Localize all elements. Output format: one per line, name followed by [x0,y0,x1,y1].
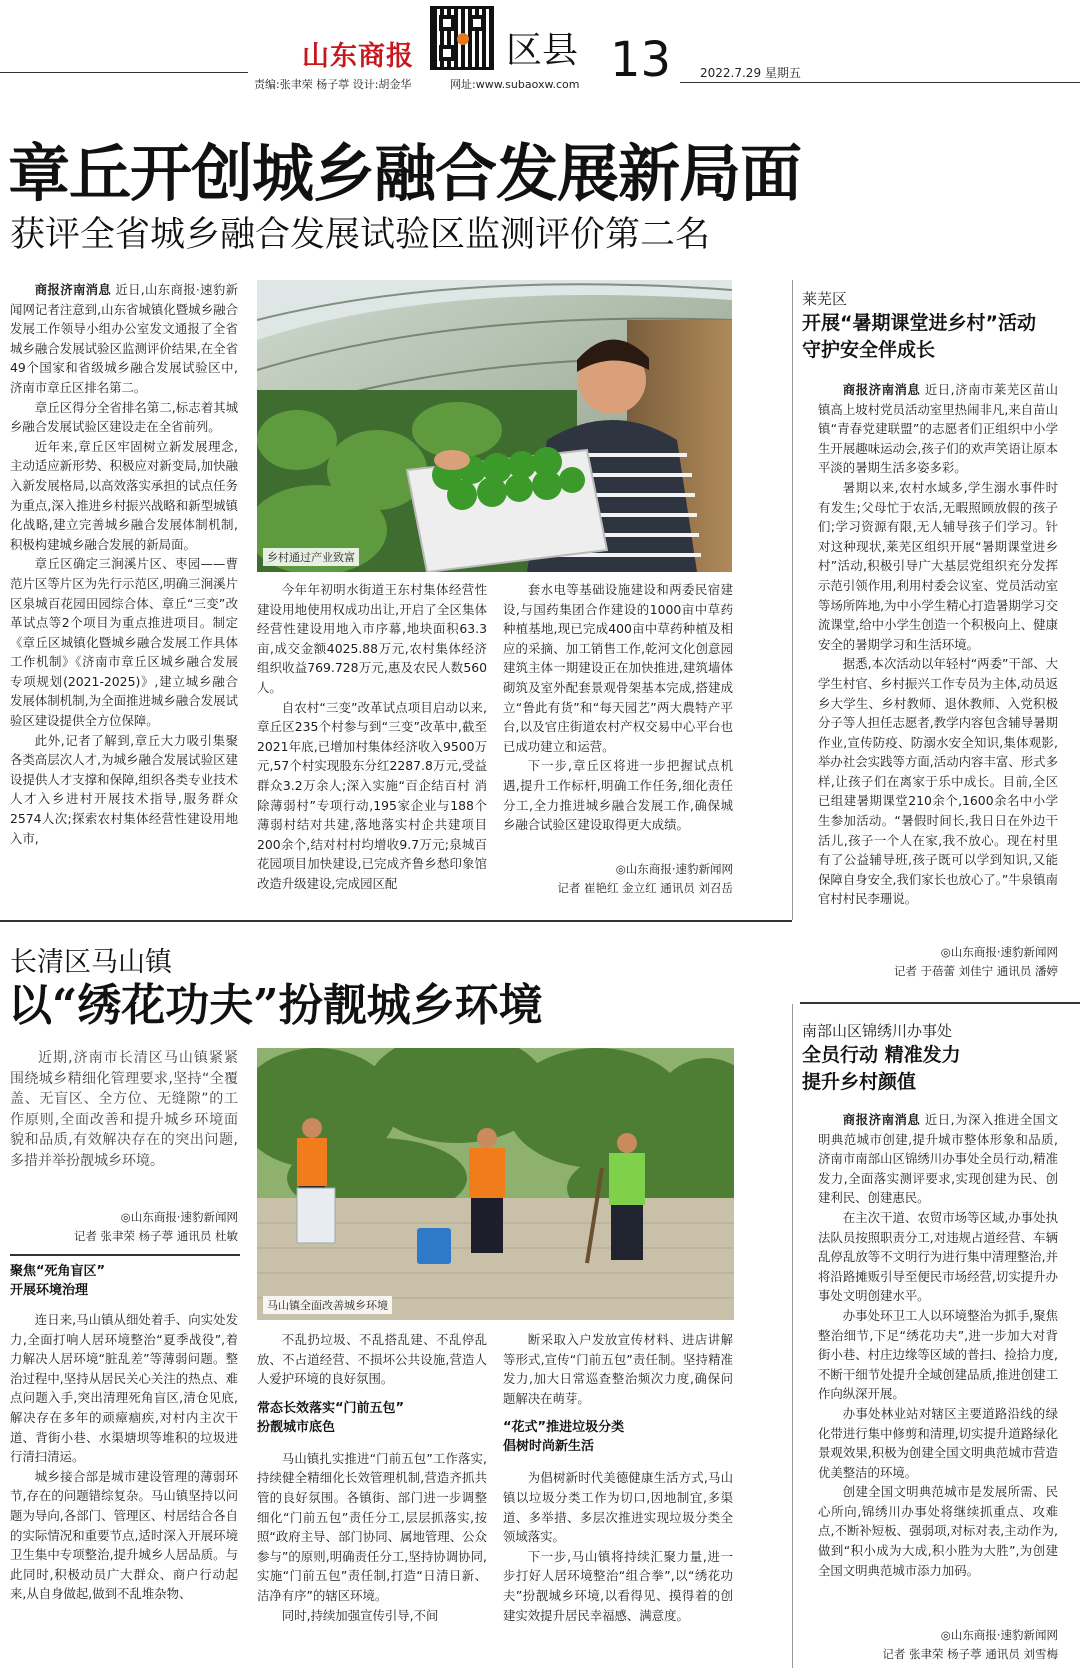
mashan-col-1: 聚焦“死角盲区” 开展环境治理 连日来,马山镇从细处着手、向实处发力,全面打响人居环境整治“夏季战役”,着力解决人居环境“脏乱差”等薄弱问题。整治过程中,坚持从居民关心关注的热点、难点问题入手,突出清理死角盲区,清仓见底,解决存在多年的顽瘴痼疾,对村内主次干道、背街小巷、水渠塘坝等堆积的垃圾进行清扫清运。 城乡接合部是城市建设管理的薄弱环节,存在的问题错综复杂。马山镇坚持以问题为导向,各部门、管理区、村居结合各自的实际情况和重要节点,适时深入开展环境卫生集中专项整治,提升城乡人居品质。与此同时,积极动员广大群众、商户行动起来,从自身做起,做到不乱堆杂物、 [10,1264,238,1602]
sub1-title-2: 开展环境治理 [10,1283,89,1298]
mashan-col-3: 断采取入户发放宣传材料、进店讲解等形式,宣传“门前五包”责任制。坚持精准发力,加大日常巡查整治频次力度,确保问题解决在萌芽。 “花式”推进垃圾分类 倡树时尚新生活 为倡树新时代美德健康生活方式,马山镇以垃圾分类工作为切口,因地制宜,多渠道、多举措、多层次推进实现垃圾分类全领域落实。 下一步,马山镇将持续汇聚力量,进一步打好人居环境整治“组合拳”,以“绣花功夫”扮靓城乡环境,以看得见、摸得着的创建实效提升居民幸福感、满意度。 [503,1332,733,1623]
laiwu-title-2: 守护安全伴成长 [802,339,936,361]
mashan-photo [257,1048,734,1320]
sub1-title-1: 聚焦“死角盲区” [10,1264,106,1279]
page-number: 13 [610,32,672,88]
laiwu-body: 商报济南消息 近日,济南市莱芜区苗山镇高上坡村党员活动室里热闹非凡,来自苗山镇“青春党建联盟”的志愿者们正组织中小学生开展趣味运动会,孩子们的欢声笑语让原本平淡的暑期生活多姿多彩。 暑期以来,农村水域多,学生溺水事件时有发生;父母忙于农活,无暇照顾放假的孩子们;学习资源有限,无人辅导孩子们学习。针对这种现状,莱芜区组织开展“暑期课堂进乡村”活动,积极引导广大基层党组织充分发挥示范引领作用,利用村委会议室、党员活动室等场所阵地,为中小学生精心打造暑期学习交流课堂,给中小学生创造一个积极向上、健康安全的暑期学习和生活环境。 据悉,本次活动以年轻村“两委”干部、大学生村官、乡村振兴工作专员为主体,动员返乡大学生、乡村教师、退休教师、入党积极分子等人担任志愿者,教学内容包含辅导暑期作业,宣传防疫、防溺水安全知识,集体观影,举办社会实践等方面,活动内容丰富、形式多样,让孩子们在离家于乐中成长。目前,全区已组建暑期课堂210余个,1600余名中小学生参加活动。“暑假时间长,我日日在外边干活儿,孩子一个人在家,我不放心。现在村里有了公益辅导班,孩子既可以学到知识,又能保障自身安全,我们家长也放心了。”牛泉镇南官村村民李珊说。 [818,382,1058,907]
main-reporters: 记者 崔艳红 金立红 通讯员 刘召岳 [557,881,733,895]
mashan-headline: 以“绣花功夫”扮靓城乡环境 [8,980,543,1031]
sub3-title-2: 倡树时尚新生活 [503,1439,595,1455]
editor-line: 责编:张聿荣 杨子葶 设计:胡金华 [254,78,412,91]
sub2-title-1: 常态长效落实“门前五包” [257,1400,405,1416]
main-col-1: 商报济南消息 近日,山东商报·速豹新闻网记者注意到,山东省城镇化暨城乡融合发展工作领导小组办公室发文通报了全省城乡融合发展试验区监测评价结果,在全省49个国家和省级城乡融合发展试验区中,济南市章丘区排名第二。 章丘区得分全省排名第二,标志着其城乡融合发展试验区建设走在全省前列。 近年来,章丘区牢固树立新发展理念,主动适应新形势、积极应对新变局,加快融入新发展格局,以高效落实承担的试点任务为重点,深入推进乡村振兴战略和新型城镇化战略,建立完善城乡融合发展体制机制,积极构建城乡融合发展的新局面。 章丘区确定三涧溪片区、枣园——曹范片区等片区为先行示范区,明确三涧溪片区泉城百花园田园综合体、章丘“三变”改革试点等2个项目为重点推进项目。制定《章丘区城镇化暨城乡融合发展工作具体工作机制》《济南市章丘区城乡融合发展专项规划(2021-2025)》,建立城乡融合发展体制机制,为全面推进城乡融合发展试验区建设提供全方位保障。 此外,记者了解到,章丘大力吸引集聚各类高层次人才,为城乡融合发展试验区建设提供人才支撑和保障,组织各类专业技术人才入乡进村开展技术指导,服务群众2574人次;探索农村集体经营性建设用地入市, [10,282,238,846]
section-rule [0,920,792,922]
section-rule-right [800,1002,1080,1004]
main-col-3: 套水电等基础设施建设和两委民宿建设,与国药集团合作建设的1000亩中草药种植基地,现已完成400亩中草药种植及相应的采摘、加工销售工作,乾河文化创意园建筑主体一期建设正在加快推进,建筑墙体砌筑及室外配套景观骨架基本完成,搭建成立“鲁此有货”和“每天园艺”两大農特产平台,以及官庄街道农村产权交易中心平台也已成功建立和运营。 下一步,章丘区将进一步把握试点机遇,提升工作标杆,明确工作任务,细化责任分工,全力推进城乡融合发展工作,确保城乡融合试验区建设取得更大成绩。 [503,582,733,833]
column-divider-bottom [792,1004,793,1668]
mashan-intro: 近期,济南市长清区马山镇紧紧围绕城乡精细化管理要求,坚持“全覆盖、无盲区、全方位、无缝隙”的工作原则,全面改善和提升城乡环境面貌和品质,有效解决存在的突出问题,多措并举扮靓城乡环境。 [10,1050,238,1169]
laiwu-title-1: 开展“暑期课堂进乡村”活动 [802,312,1036,334]
qr-code [430,6,494,70]
laiwu-reporters: 记者 于蓓蕾 刘佳宁 通讯员 潘婷 [893,964,1058,978]
masthead-rule [0,72,248,73]
nanbu-kicker: 南部山区锦绣川办事处 [802,1022,953,1040]
sub2-title-2: 扮靓城市底色 [257,1419,336,1435]
masthead-rule-right [680,82,1080,83]
main-col-2: 今年年初明水街道王东村集体经营性建设用地使用权成功出让,开启了全区集体经营性建设用地入市序幕,地块面积63.3亩,成交金额4025.88万元,农村集体经济组织收益769.728万元,惠及农民人数560人。 自农村“三变”改革试点项目启动以来,章丘区235个村参与到“三变”改革中,截至2021年底,已增加村集体经济收入9500万元,57个村实现股东分红2287.8万元,受益群众3.2万余人;深入实施“百企结百村 消除薄弱村”专项行动,195家企业与188个薄弱村结对共建,落地落实村企共建项目200余个,结对村村均增收9.7万元;泉城百花园项目加快建设,已完成齐鲁乡愁印象馆改造升级建设,完成园区配 [257,582,487,891]
laiwu-kicker: 莱芜区 [802,290,848,308]
issue-date: 2022.7.29 星期五 [700,66,801,80]
mashan-photo-caption: 马山镇全面改善城乡环境 [263,1296,392,1314]
sub3-title-1: “花式”推进垃圾分类 [503,1420,625,1436]
mashan-col-2: 不乱扔垃圾、不乱搭乱建、不乱停乱放、不占道经营、不损坏公共设施,营造人人爱护环境的良好氛围。 常态长效落实“门前五包” 扮靓城市底色 马山镇扎实推进“门前五包”工作落实,持续健全精细化长效管理机制,营造齐抓共管的良好氛围。各镇街、部门进一步调整细化“门前五包”责任分工,层层抓落实,按照“政府主导、部门协同、属地管理、公众参与”的原则,明确责任分工,坚持协调协同,实施“门前五包”责任制,打造“日清日新、洁净有序”的辖区环境。 同时,持续加强宣传引导,不间 [257,1332,487,1623]
laiwu-source: ◎山东商报·速豹新闻网 [940,945,1058,959]
mashan-reporters: 记者 张聿荣 杨子葶 通讯员 杜敏 [73,1229,238,1243]
nanbu-title-2: 提升乡村颜值 [802,1071,917,1093]
section-name: 区县 [506,30,579,71]
nanbu-title-1: 全员行动 精准发力 [802,1044,961,1066]
nanbu-source: ◎山东商报·速豹新闻网 [940,1628,1058,1642]
street-cleaning-photo [257,1048,734,1320]
mashan-source: ◎山东商报·速豹新闻网 [120,1210,238,1224]
main-source: ◎山东商报·速豹新闻网 [615,862,733,876]
main-photo-caption: 乡村通过产业致富 [263,548,359,566]
farmer-greenhouse-photo [257,280,732,572]
main-subhead: 获评全省城乡融合发展试验区监测评价第二名 [10,215,711,255]
masthead [0,0,1080,92]
main-photo [257,280,732,572]
nanbu-body: 商报济南消息 近日,为深入推进全国文明典范城市创建,提升城市整体形象和品质,济南市南部山区锦绣川办事处全员行动,精准发力,全面落实测评要求,实现创建为民、创建利民、创建惠民。 在主次干道、农贸市场等区域,办事处执法队员按照职责分工,对违规占道经营、车辆乱停乱放等不文明行为进行集中清理整治,并将沿路摊贩引导至便民市场经营,切实提升办事处文明创建水平。 办事处环卫工人以环境整治为抓手,聚焦整治细节,下足“绣花功夫”,进一步加大对背街小巷、村庄边缘等区域的普扫、捡拾力度,不断干细节处提升全域创建品质,推进创建工作向纵深开展。 办事处林业站对辖区主要道路沿线的绿化带进行集中修剪和清理,切实提升道路绿化景观效果,积极为创建全国文明典范城市营造优美整洁的环境。 创建全国文明典范城市是发展所需、民心所向,锦绣川办事处将继续抓重点、攻难点,不断补短板、强弱项,对标对表,主动作为,做到“积小成为大成,积小胜为大胜”,为创建全国文明典范城市添力加码。 [818,1112,1058,1578]
column-divider [792,280,793,920]
brand-logo: 山东商报 [302,41,414,72]
intro-rule [10,1254,240,1256]
mashan-kicker: 长清区马山镇 [10,947,172,978]
nanbu-reporters: 记者 张聿荣 杨子葶 通讯员 刘雪梅 [882,1647,1058,1661]
website: 网址:www.subaoxw.com [450,78,580,91]
main-headline: 章丘开创城乡融合发展新局面 [8,137,802,210]
